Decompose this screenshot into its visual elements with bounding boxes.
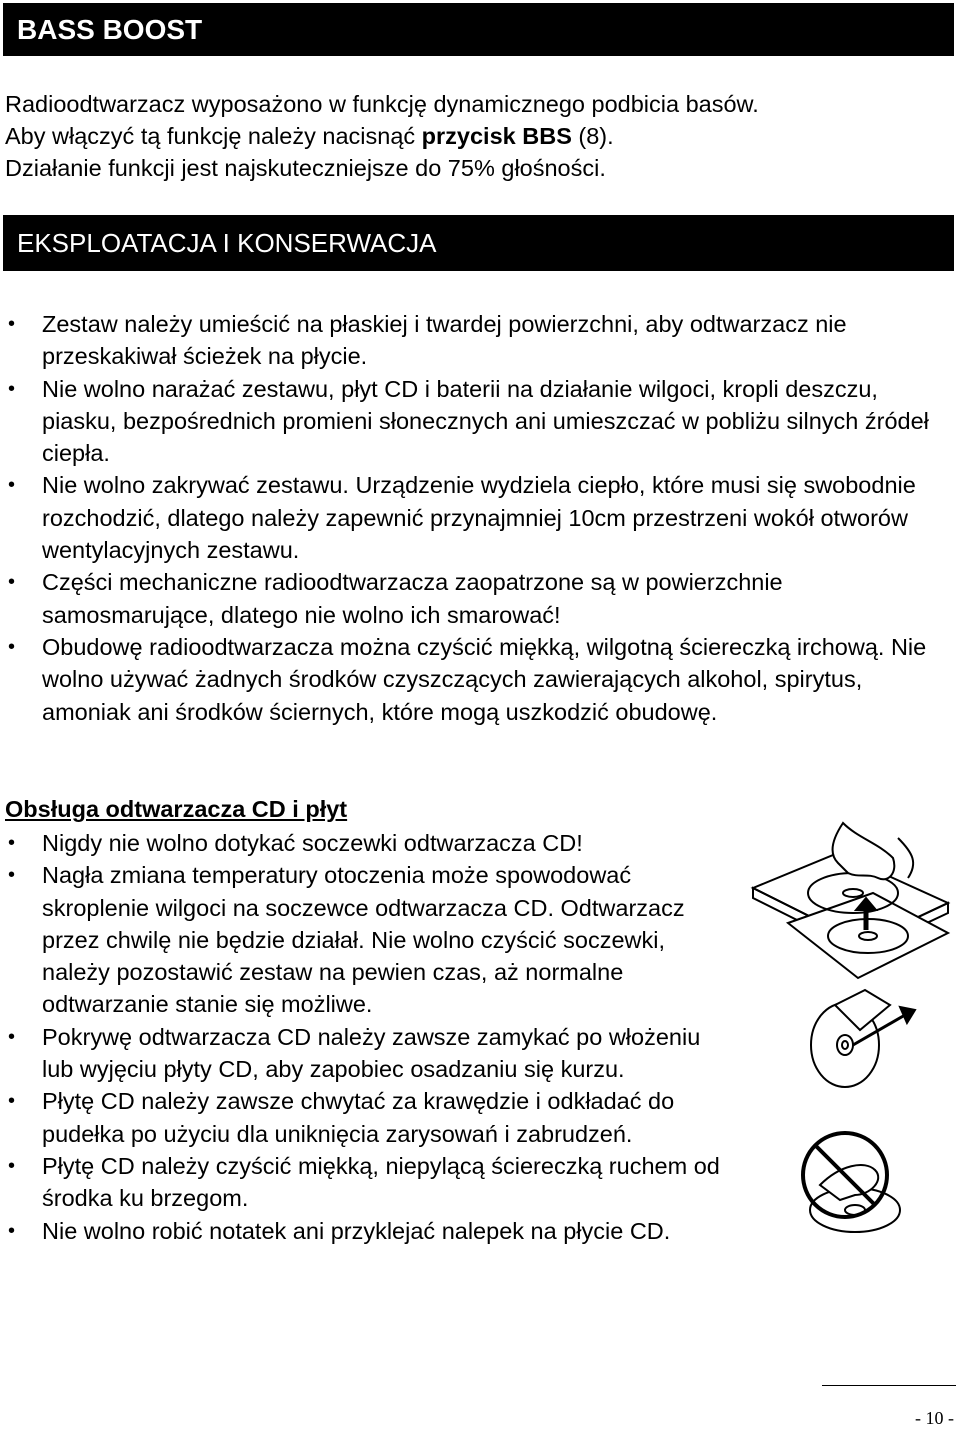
- cd-section-heading: Obsługa odtwarzacza CD i płyt: [5, 796, 348, 822]
- maintenance-heading-bar: [3, 215, 954, 271]
- bbs-button-reference: przycisk BBS: [421, 123, 572, 149]
- bullet-icon: •: [8, 832, 16, 854]
- bullet-icon: •: [8, 377, 16, 400]
- bullet-icon: •: [8, 635, 16, 658]
- list-item: • Płytę CD należy zawsze chwytać za krawędzie i odkładać do pudełka po użyciu dla uniknięcia zarysowań i zabrudzeń.: [0, 1085, 955, 1150]
- list-item: • Nagła zmiana temperatury otoczenia może spowodować skroplenie wilgoci na soczewce odtwarzacza CD. Odtwarzacz przez chwilę nie będzie działał. Nie wolno czyścić soczewki, należy pozostawić zestaw na pewien czas, aż normalne odtwarzanie stanie się możliwe.: [0, 859, 955, 1020]
- list-item: • Płytę CD należy czyścić miękką, niepylącą ściereczką ruchem od środka ku brzegom.: [0, 1150, 955, 1215]
- bullet-icon: •: [8, 1219, 16, 1242]
- list-item: • Nie wolno zakrywać zestawu. Urządzenie wydziela ciepło, które musi się swobodnie rozchodzić, dlatego należy zapewnić przynajmniej 10cm przestrzeni wokół otworów wentylacyjnych zestawu.: [0, 469, 955, 566]
- list-item: • Pokrywę odtwarzacza CD należy zawsze zamykać po włożeniu lub wyjęciu płyty CD, aby zapobiec osadzaniu się kurzu.: [0, 1021, 955, 1086]
- bullet-icon: •: [8, 1025, 16, 1048]
- bullet-icon: •: [8, 474, 16, 497]
- list-item: • Nigdy nie wolno dotykać soczewki odtwarzacza CD!: [0, 827, 955, 859]
- list-item: • Nie wolno robić notatek ani przyklejać nalepek na płycie CD.: [0, 1215, 955, 1247]
- bullet-icon: •: [8, 864, 16, 887]
- bullet-icon: •: [8, 313, 16, 335]
- footer-divider: [822, 1385, 956, 1386]
- maintenance-heading: EKSPLOATACJA I KONSERWACJA: [17, 227, 437, 258]
- bass-boost-line-2: Aby włączyć tą funkcję należy nacisnąć przycisk BBS (8).: [5, 123, 614, 149]
- cd-cleaning-illustration: [805, 985, 935, 1095]
- bullet-icon: •: [8, 1154, 16, 1177]
- no-touch-disc-illustration: [795, 1125, 925, 1245]
- page-number: - 10 -: [915, 1408, 954, 1428]
- bass-boost-heading-bar: [3, 3, 954, 56]
- maintenance-list: [0, 308, 955, 728]
- bullet-icon: •: [8, 1090, 16, 1113]
- bullet-icon: •: [8, 571, 16, 594]
- bass-boost-line-3: Działanie funkcji jest najskuteczniejsze do 75% głośności.: [5, 155, 606, 181]
- bass-boost-line-1: Radioodtwarzacz wyposażono w funkcję dynamicznego podbicia basów.: [5, 91, 759, 117]
- list-item: • Obudowę radioodtwarzacza można czyścić miękką, wilgotną ściereczką irchową. Nie wolno używać żadnych środków czyszczących zawierających alkohol, spirytus, amoniak ani środków ściernych, które mogą uszkodzić obudowę.: [0, 631, 955, 728]
- cd-case-illustration: [748, 818, 953, 983]
- bass-boost-heading: BASS BOOST: [17, 13, 203, 45]
- list-item: • Części mechaniczne radioodtwarzacza zaopatrzone są w powierzchnie samosmarujące, dlatego nie wolno ich smarować!: [0, 566, 955, 631]
- list-item: • Zestaw należy umieścić na płaskiej i twardej powierzchni, aby odtwarzacz nie przeskakiwał ścieżek na płycie.: [0, 308, 955, 373]
- list-item: • Nie wolno narażać zestawu, płyt CD i baterii na działanie wilgoci, kropli deszczu, piasku, bezpośrednich promieni słonecznych ani umieszczać w pobliżu silnych źródeł ciepła.: [0, 373, 955, 470]
- bass-boost-paragraph: [5, 88, 945, 184]
